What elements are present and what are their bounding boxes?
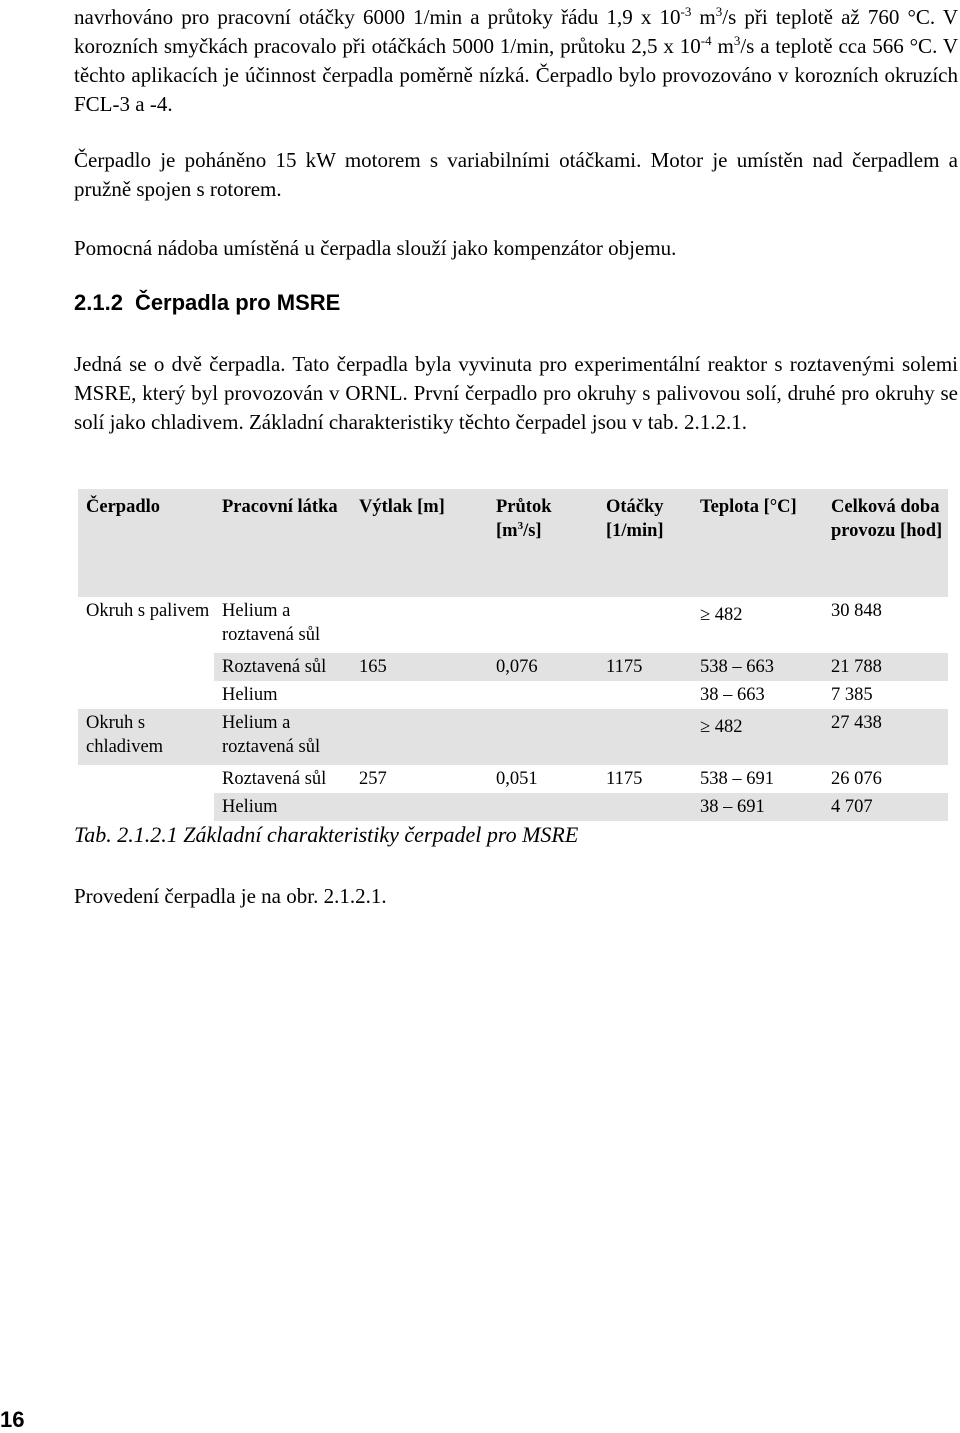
cell-flow: 0,076 bbox=[488, 653, 598, 681]
cell-hours: 7 385 bbox=[831, 685, 873, 705]
cell-head: 257 bbox=[359, 769, 387, 789]
table-row bbox=[78, 597, 948, 653]
cell-speed bbox=[598, 793, 692, 821]
cell-pump: Okruh s palivem bbox=[86, 601, 210, 621]
cell-hours: 4 707 bbox=[823, 793, 948, 821]
cell-medium: Helium bbox=[214, 793, 351, 821]
cell-head bbox=[351, 681, 488, 709]
cell-speed: 1175 bbox=[598, 653, 692, 681]
paragraph-pump-design: Provedení čerpadla je na obr. 2.1.2.1. bbox=[74, 884, 387, 908]
cell-speed bbox=[598, 597, 692, 653]
header-temperature: Teplota [°C] bbox=[692, 489, 823, 597]
cell-temperature: 38 – 691 bbox=[692, 793, 823, 821]
header-speed: Otáčky [1/min] bbox=[598, 489, 692, 597]
pump-characteristics-table bbox=[78, 489, 948, 821]
cell-medium: Helium a roztavená sůl bbox=[222, 601, 321, 645]
table-caption: Tab. 2.1.2.1 Základní charakteristiky čerpadel pro MSRE bbox=[74, 822, 579, 847]
cell-flow bbox=[488, 597, 598, 653]
cell-hours: 30 848 bbox=[831, 601, 882, 621]
section-heading bbox=[74, 290, 340, 316]
cell-medium: Roztavená sůl bbox=[222, 769, 327, 789]
table-header-row bbox=[78, 489, 948, 597]
cell-temperature: 538 – 663 bbox=[692, 653, 823, 681]
cell-flow bbox=[488, 709, 598, 765]
cell-temperature: 538 – 691 bbox=[700, 769, 774, 789]
cell-temperature: 38 – 663 bbox=[700, 685, 765, 705]
cell-temperature: ≥ 482 bbox=[700, 605, 743, 625]
header-hours: Celková doba provozu [hod] bbox=[823, 489, 948, 597]
section-number: 2.1.2 bbox=[74, 290, 123, 315]
cell-medium: Helium bbox=[222, 685, 278, 705]
table-row bbox=[78, 653, 948, 681]
cell-pump bbox=[78, 681, 214, 709]
cell-hours: 27 438 bbox=[823, 709, 948, 765]
table-row bbox=[78, 765, 948, 793]
cell-temperature: ≥ 482 bbox=[692, 709, 823, 765]
cell-head: 165 bbox=[351, 653, 488, 681]
cell-pump: Okruh s chladivem bbox=[78, 709, 214, 765]
cell-medium: Roztavená sůl bbox=[214, 653, 351, 681]
cell-medium: Helium a roztavená sůl bbox=[214, 709, 351, 765]
paragraph-motor: Čerpadlo je poháněno 15 kW motorem s variabilními otáčkami. Motor je umístěn nad čerpadlem a pružně spojen s rotorem. bbox=[74, 148, 958, 201]
page-number: 16 bbox=[0, 1407, 25, 1432]
paragraph-msre-pumps: Jedná se o dvě čerpadla. Tato čerpadla byla vyvinuta pro experimentální reaktor s roztavenými solemi MSRE, který byl provozován v ORNL. První čerpadlo pro okruhy s palivovou solí, druhé pro okruhy se solí jako chladivem. Základní charakteristiky těchto čerpadel jsou v tab. 2.1.2.1. bbox=[74, 352, 958, 434]
cell-pump bbox=[78, 653, 214, 681]
header-flow: Průtok $[m^3/s]$ bbox=[488, 489, 598, 597]
cell-hours: 21 788 bbox=[823, 653, 948, 681]
cell-pump bbox=[78, 793, 214, 821]
paragraph-auxiliary-vessel: Pomocná nádoba umístěná u čerpadla slouží jako kompenzátor objemu. bbox=[74, 236, 677, 260]
header-head: Výtlak [m] bbox=[351, 489, 488, 597]
table-row bbox=[78, 681, 948, 709]
cell-pump bbox=[78, 765, 214, 793]
header-pump: Čerpadlo bbox=[78, 489, 214, 597]
cell-flow bbox=[488, 681, 598, 709]
cell-speed bbox=[598, 709, 692, 765]
cell-flow bbox=[488, 793, 598, 821]
cell-flow: 0,051 bbox=[496, 769, 538, 789]
cell-speed bbox=[598, 681, 692, 709]
section-title: Čerpadla pro MSRE bbox=[134, 290, 341, 315]
cell-head bbox=[351, 597, 488, 653]
cell-head bbox=[351, 709, 488, 765]
header-medium: Pracovní látka bbox=[214, 489, 351, 597]
table-row bbox=[78, 709, 948, 765]
table-row bbox=[78, 793, 948, 821]
paragraph-intro: navrhováno pro pracovní otáčky 6000 1/min a průtoky řádu 1,9 x $10^{-3}$ $m^3/s$ při teplotě až 760 °C. V korozních smyčkách pracovalo při otáčkách 5000 1/min, průtoku 2,5 x $10^{-4}$ $m^3/s$ a teplotě cca 566 °C. V těchto aplikacích je účinnost čerpadla poměrně nízká. Čerpadlo bylo provozováno v korozních okruzích FCL-3 a -4. bbox=[74, 4, 958, 116]
cell-speed: 1175 bbox=[606, 769, 643, 789]
cell-head bbox=[351, 793, 488, 821]
cell-hours: 26 076 bbox=[831, 769, 882, 789]
